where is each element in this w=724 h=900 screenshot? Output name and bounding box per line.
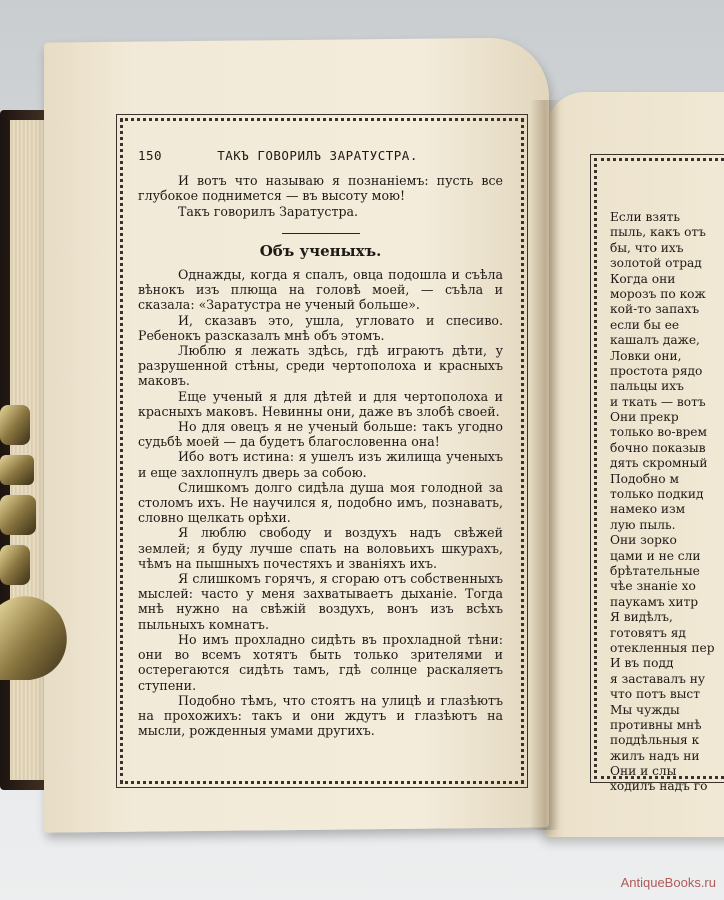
right-page-line: Они зорко xyxy=(610,533,677,548)
right-page-line: я заставалъ ну xyxy=(610,671,706,686)
page-header xyxy=(138,148,503,163)
left-page-text xyxy=(138,148,503,738)
chapter-title: Объ ученыхъ. xyxy=(259,241,382,260)
chapter-paragraph: И, сказавъ это, ушла, угловато и спесиво. Ребенокъ разсказалъ мнѣ объ этомъ. xyxy=(138,312,503,343)
chapter-paragraph: Я слишкомъ горячъ, я сгораю отъ собственныхъ мыслей: часто у меня захватываетъ дыханіе. Тогда мнѣ нужно на свѣжій воздухъ, вонъ изъ всѣхъ пыльныхъ комнатъ. xyxy=(138,571,503,632)
right-page-text xyxy=(610,210,724,795)
opening-line: Такъ говорилъ Заратустра. xyxy=(178,203,359,219)
chapter-paragraph: Но для овецъ я не ученый больше: такъ угодно судьбѣ моей — да будетъ благословенна она! xyxy=(138,419,503,450)
right-page-line: если бы ее xyxy=(610,317,680,332)
opening-line: И вотъ что называю я познаніемъ: пусть все глубокое поднимется — въ высоту мою! xyxy=(138,173,503,204)
right-page-line: Я видѣлъ, xyxy=(610,610,673,625)
right-page-line: что потъ выст xyxy=(610,687,700,702)
right-page-line: цами и не сли xyxy=(610,548,701,563)
right-page-line: Если взять xyxy=(610,210,681,224)
right-page-line: поддѣльныя к xyxy=(610,733,700,748)
right-page-line: брѣтательные xyxy=(610,563,700,578)
chapter-paragraph: Я люблю свободу и воздухъ надъ свѣжей землей; я буду лучше спать на воловьихъ шкурахъ, чѣмъ на пышныхъ почестяхъ и званіяхъ ихъ. xyxy=(138,525,503,571)
right-page-line: бочно показыв xyxy=(610,440,706,455)
right-page-line: кой-то запахъ xyxy=(610,302,700,317)
right-page-line: лую пыль. xyxy=(610,517,676,532)
brass-clasp-ornament xyxy=(0,405,75,685)
right-page-line: простота рядо xyxy=(610,363,703,378)
chapter-paragraph: Подобно тѣмъ, что стоятъ на улицѣ и глазѣютъ на прохожихъ: такъ и они ждутъ и глазѣютъ на мысли, рожденныя умами другихъ. xyxy=(138,692,503,739)
section-divider xyxy=(282,233,360,234)
right-page-line: Когда они xyxy=(610,271,676,286)
right-page-line: Мы чужды xyxy=(610,702,680,717)
right-page-line: Ловки они, xyxy=(610,348,682,363)
chapter-paragraph: Однажды, когда я спалъ, овца подошла и съѣла вѣнокъ изъ плюща на головѣ моей, — съѣла и сказала: «Заратустра не ученый больше». xyxy=(138,267,503,313)
right-page-line: ходилъ надъ го xyxy=(610,779,708,794)
right-page-line: Подобно м xyxy=(610,471,679,486)
chapter-paragraph: Еще ученый я для дѣтей и для чертополоха и красныхъ маковъ. Невинны они, даже въ злобѣ своей. xyxy=(138,388,503,419)
right-page-line: Они и слы xyxy=(610,764,677,779)
chapter-paragraph: Слишкомъ долго сидѣла душа моя голодной за столомъ ихъ. Не научился я, подобно имъ, познавать, словно щелкать орѣхи. xyxy=(138,479,503,526)
chapter-paragraph: Ибо вотъ истина: я ушелъ изъ жилища ученыхъ и еще захлопнулъ дверь за собою. xyxy=(138,449,503,480)
right-page-line: пальцы ихъ xyxy=(610,379,684,394)
book-gutter xyxy=(530,100,560,830)
right-page-line: морозъ по кож xyxy=(610,286,706,301)
running-head: ТАКЪ ГОВОРИЛЪ ЗАРАТУСТРА. xyxy=(217,148,418,163)
right-page-line: бы, что ихъ xyxy=(610,240,684,255)
right-page-line: только во-врем xyxy=(610,425,707,440)
right-page-line: и ткать — вотъ xyxy=(610,394,706,409)
chapter-body xyxy=(138,267,503,738)
right-page-line: И въ подд xyxy=(610,656,674,671)
watermark: AntiqueBooks.ru xyxy=(620,875,716,890)
right-page-line: готовятъ яд xyxy=(610,625,686,640)
right-page-line: только подкид xyxy=(610,487,704,502)
right-page-line: чѣе знаніе хо xyxy=(610,579,696,594)
right-page-line: намеко изм xyxy=(610,502,686,517)
right-page-line: Они прекр xyxy=(610,410,679,425)
chapter-paragraph: Люблю я лежать здѣсь, гдѣ играютъ дѣти, у разрушенной стѣны, среди чертополоха и красныхъ маковъ. xyxy=(138,343,503,389)
right-page-line: отекленныя пер xyxy=(610,640,715,655)
page-number: 150 xyxy=(138,148,163,163)
right-page-line: кашалъ даже, xyxy=(610,333,700,348)
right-page-line: противны мнѣ xyxy=(610,717,702,732)
right-page-line: жилъ надъ ни xyxy=(610,748,700,763)
right-page-line: пыль, какъ отъ xyxy=(610,225,706,240)
right-page-line: паукамъ хитр xyxy=(610,594,699,609)
chapter-paragraph: Но имъ прохладно сидѣть въ прохладной тѣни: они во всемъ хотятъ быть только зрителями и остерегаются сидѣть тамъ, гдѣ солнце раскаляетъ ступени. xyxy=(138,631,503,693)
right-page-line: дять скромный xyxy=(610,456,708,471)
right-page-line: золотой отрад xyxy=(610,256,702,271)
